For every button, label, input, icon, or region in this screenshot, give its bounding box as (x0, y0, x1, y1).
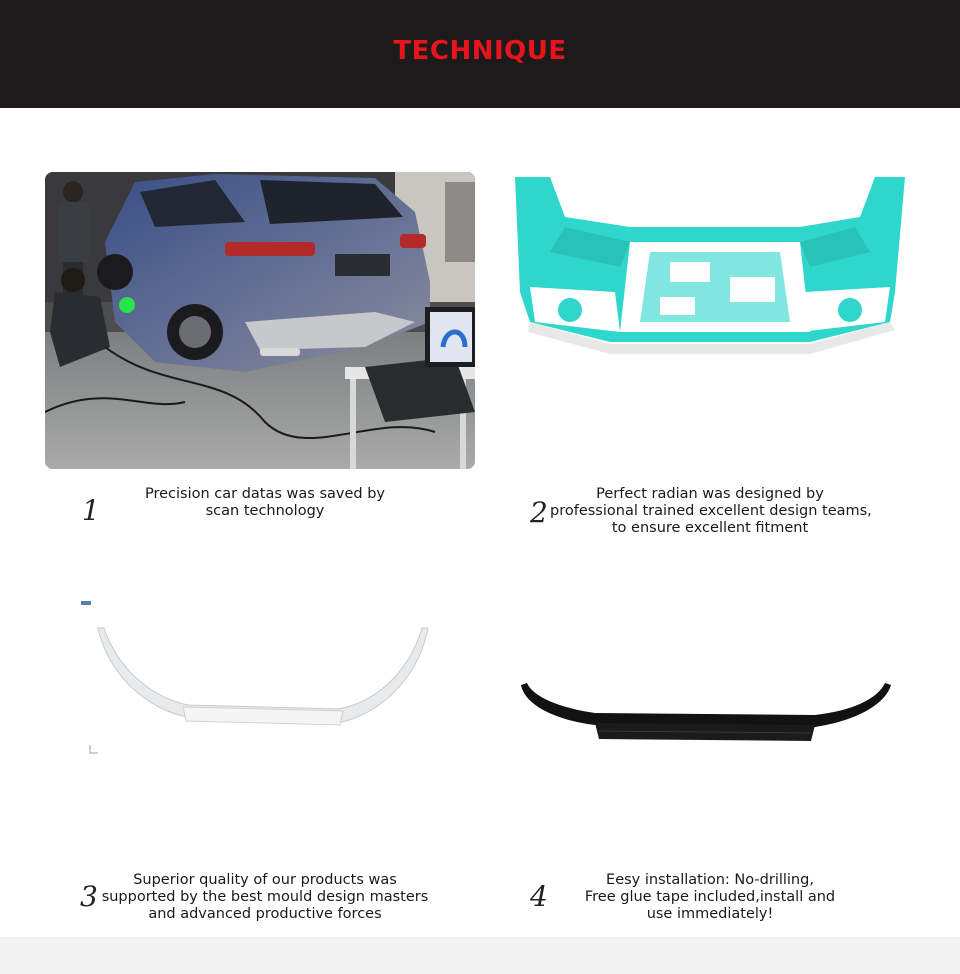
step-caption-4-line-2: Free glue tape included,install and (584, 889, 836, 905)
black-lip-image (515, 675, 895, 755)
step-caption-4-line-3: use immediately! (646, 906, 774, 922)
step-caption-3 (95, 872, 435, 923)
step-caption-4-line-1: Eesy installation: No-drilling, (606, 872, 814, 888)
step-caption-2-line-3: to ensure excellent fitment (611, 520, 809, 536)
step-caption-2 (550, 486, 870, 537)
step-caption-1 (105, 486, 425, 520)
footer-band (0, 937, 960, 974)
step-caption-2-line-2: professional trained excellent design teams, (550, 503, 872, 519)
white-lip-image (78, 595, 448, 765)
step-caption-2-line-1: Perfect radian was designed by (596, 486, 824, 502)
step-number-4: 4 (530, 880, 548, 913)
step-caption-4 (570, 872, 850, 923)
step-caption-3-line-2: supported by the best mould design masters (101, 889, 429, 905)
step-number-1: 1 (82, 494, 100, 527)
step-caption-1-line-2: scan technology (205, 503, 325, 519)
scan-photo (45, 172, 475, 469)
step-caption-1-line-1: Precision car datas was saved by (144, 486, 385, 502)
cad-bumper-image (510, 172, 910, 372)
step-caption-3-line-1: Superior quality of our products was (133, 872, 397, 888)
page-header (0, 0, 960, 108)
step-number-3: 3 (80, 880, 98, 913)
page-title: TECHNIQUE (393, 36, 567, 66)
step-number-2: 2 (530, 496, 548, 529)
step-caption-3-line-3: and advanced productive forces (148, 906, 382, 922)
